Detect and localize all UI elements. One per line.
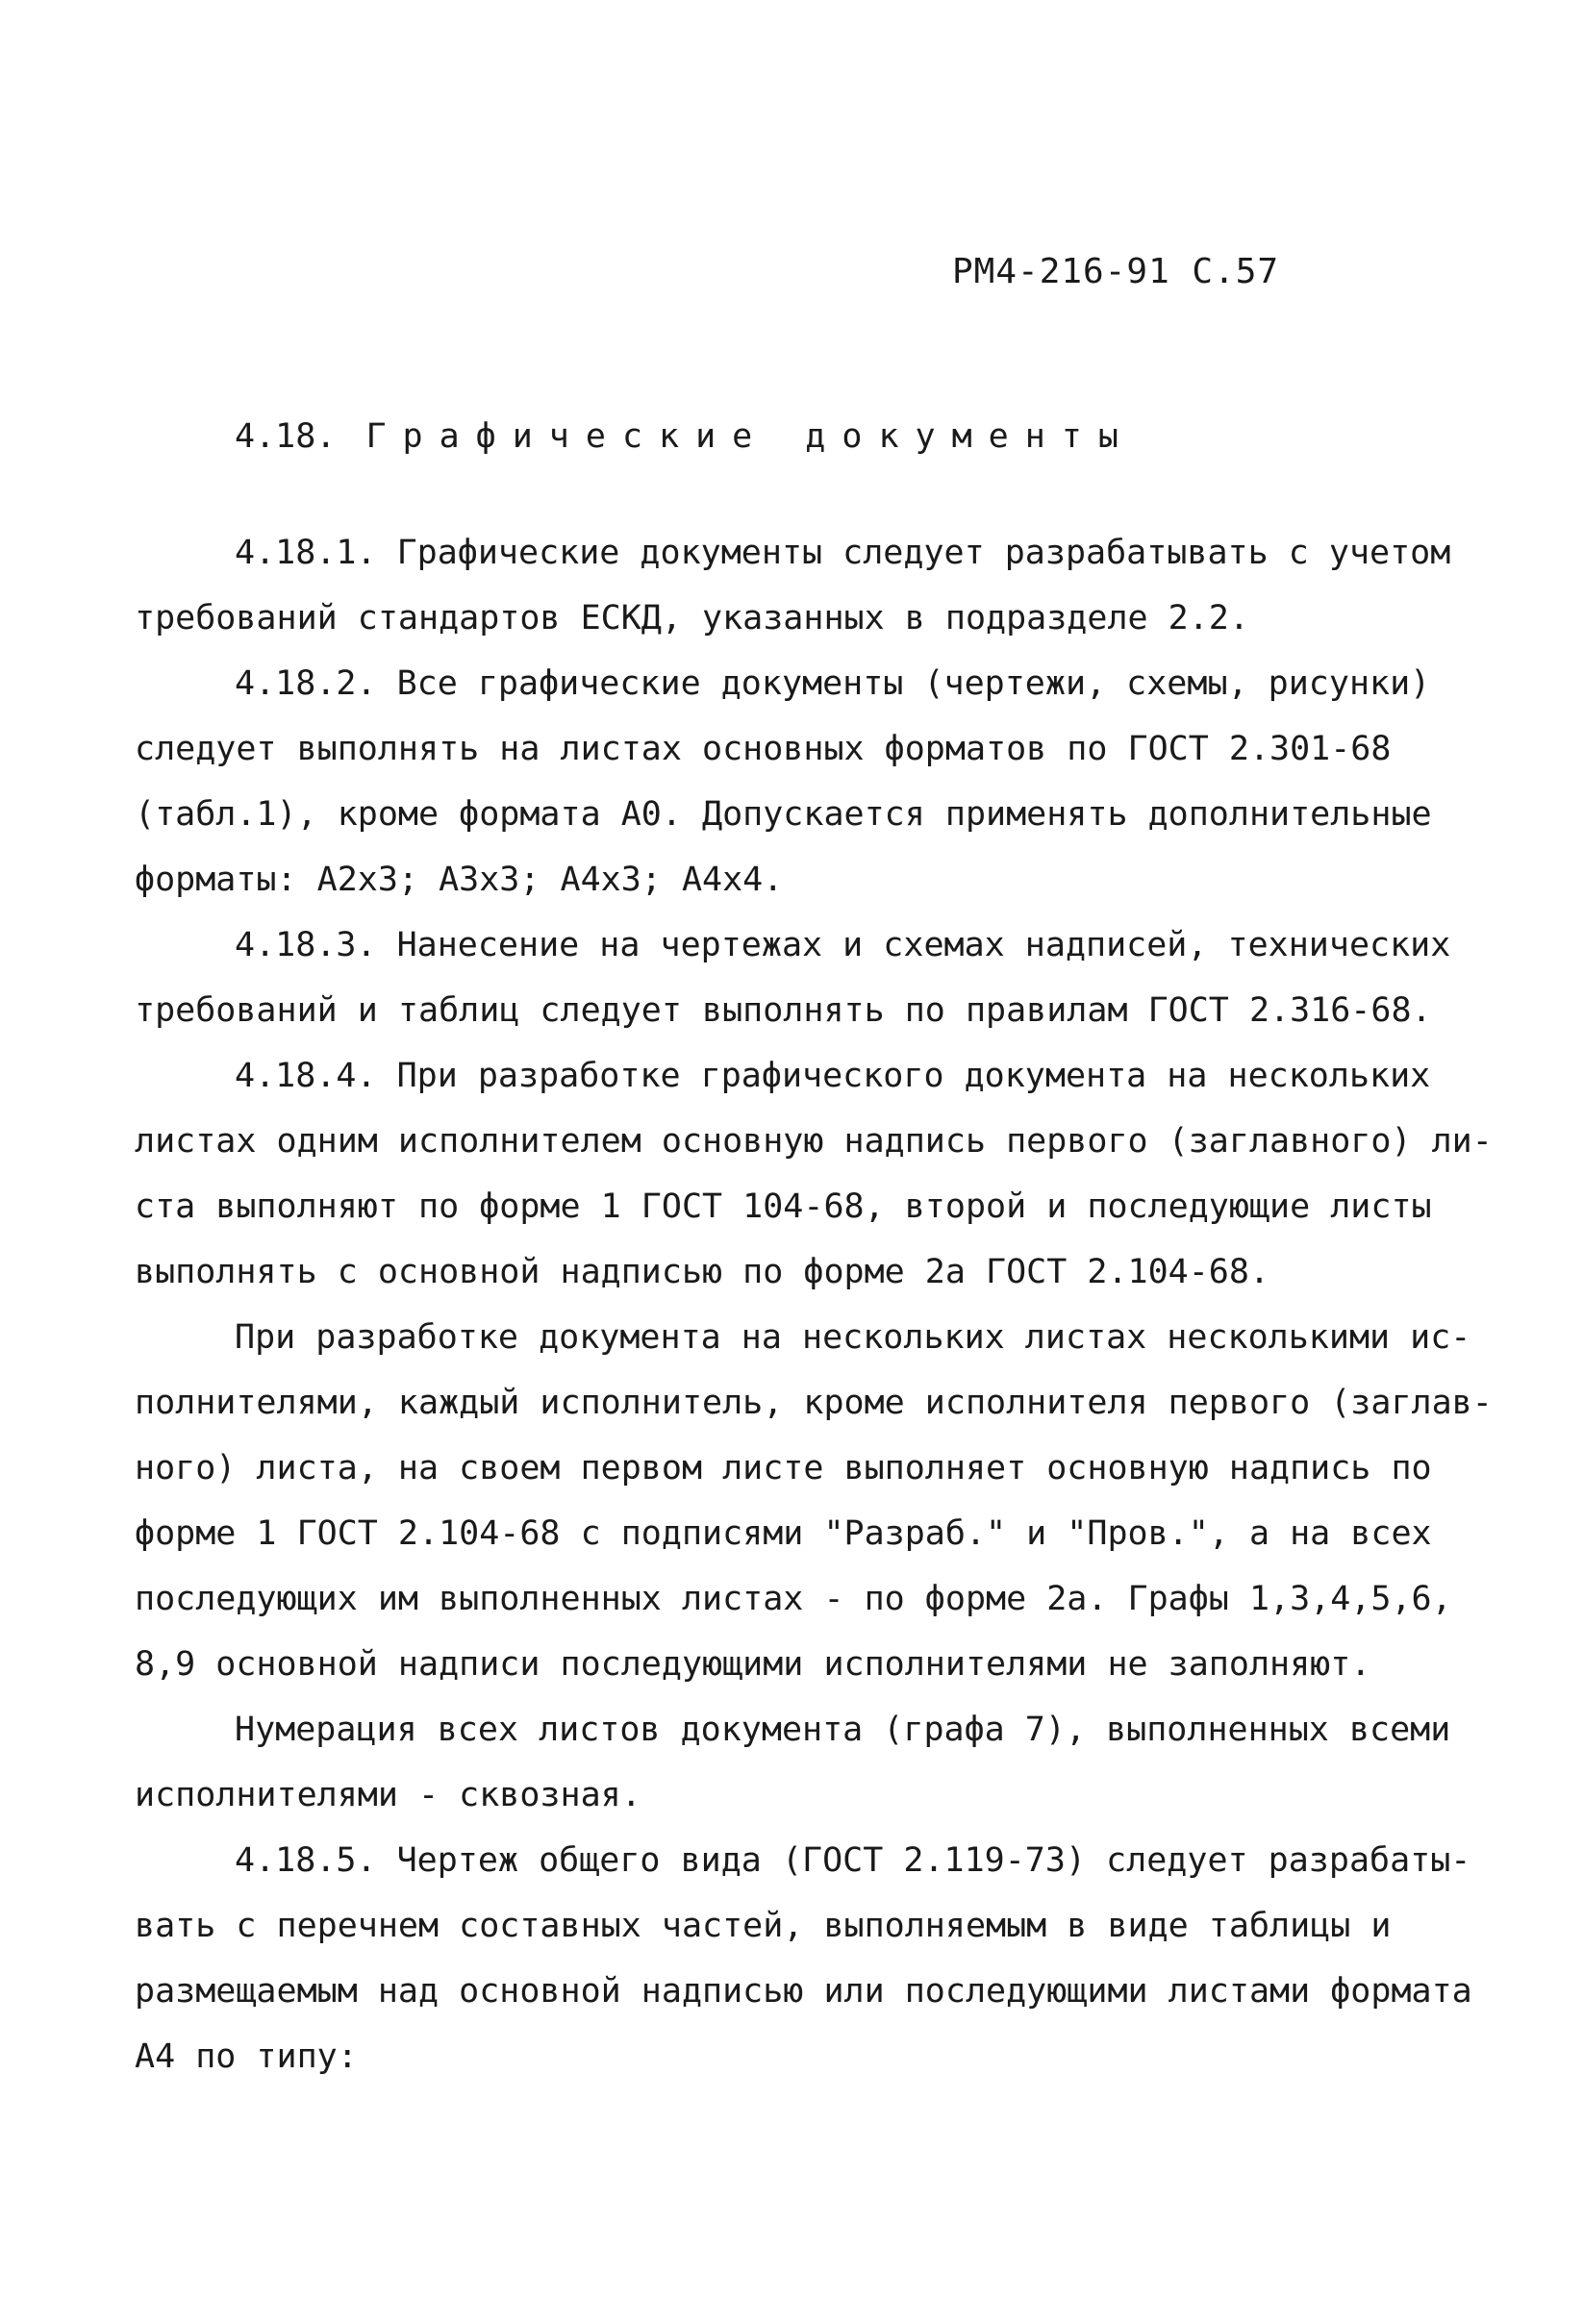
paragraph-4-18-5: [135, 1828, 1472, 2089]
page-header-code: РМ4-216-91 С.57: [952, 252, 1280, 291]
text-line: вать с перечнем составных частей, выполняемым в виде таблицы и: [135, 1907, 1392, 1945]
paragraph-4-18-4: [135, 1043, 1493, 1305]
text-line: требований стандартов ЕСКД, указанных в подразделе 2.2.: [135, 599, 1249, 637]
text-line: 8,9 основной надписи последующими исполнителями не заполняют.: [135, 1645, 1371, 1684]
paragraph-4-18-2: [135, 651, 1462, 912]
text-line: 4.18.5. Чертеж общего вида (ГОСТ 2.119-73) следует разрабаты-: [235, 1841, 1471, 1880]
text-line: 4.18.4. При разработке графического документа на нескольких: [235, 1057, 1431, 1095]
text-line: листах одним исполнителем основную надпись первого (заглавного) ли-: [135, 1122, 1493, 1161]
text-line: форматы: А2х3; А3х3; А4х3; А4х4.: [135, 861, 784, 899]
paragraph-numbering: [135, 1697, 1462, 1828]
text-line: требований и таблиц следует выполнять по правилам ГОСТ 2.316-68.: [135, 991, 1432, 1030]
text-line: 4.18.2. Все графические документы (чертежи, схемы, рисунки): [235, 664, 1431, 703]
text-line: полнителями, каждый исполнитель, кроме исполнителя первого (заглав-: [135, 1384, 1493, 1422]
text-line: выполнять с основной надписью по форме 2а ГОСТ 2.104-68.: [135, 1253, 1270, 1291]
text-line: следует выполнять на листах основных форматов по ГОСТ 2.301-68: [135, 730, 1392, 768]
text-line: форме 1 ГОСТ 2.104-68 с подписями "Разраб." и "Пров.", а на всех: [135, 1514, 1432, 1553]
text-line: ного) листа, на своем первом листе выполняет основную надпись по: [135, 1449, 1432, 1487]
paragraph-multiple-executors: [135, 1305, 1493, 1697]
section-title: Графические документы: [365, 417, 1135, 456]
text-line: При разработке документа на нескольких листах несколькими ис-: [235, 1318, 1471, 1357]
paragraph-4-18-1: [135, 520, 1462, 651]
section-heading: [135, 404, 1462, 469]
text-line: Нумерация всех листов документа (графа 7), выполненных всеми: [235, 1711, 1451, 1749]
text-line: ста выполняют по форме 1 ГОСТ 104-68, второй и последующие листы: [135, 1187, 1432, 1226]
text-line: размещаемым над основной надписью или последующими листами формата: [135, 1972, 1472, 2011]
paragraph-4-18-3: [135, 912, 1462, 1043]
text-line: последующих им выполненных листах - по форме 2а. Графы 1,3,4,5,6,: [135, 1580, 1452, 1618]
section-number: 4.18.: [235, 417, 337, 456]
text-line: А4 по типу:: [135, 2037, 358, 2076]
text-line: 4.18.1. Графические документы следует разрабатывать с учетом: [235, 534, 1451, 572]
text-line: (табл.1), кроме формата А0. Допускается применять дополнительные: [135, 795, 1432, 834]
document-body: [135, 404, 1493, 2089]
text-line: 4.18.3. Нанесение на чертежах и схемах надписей, технических: [235, 926, 1451, 964]
text-line: исполнителями - сквозная.: [135, 1776, 641, 1814]
